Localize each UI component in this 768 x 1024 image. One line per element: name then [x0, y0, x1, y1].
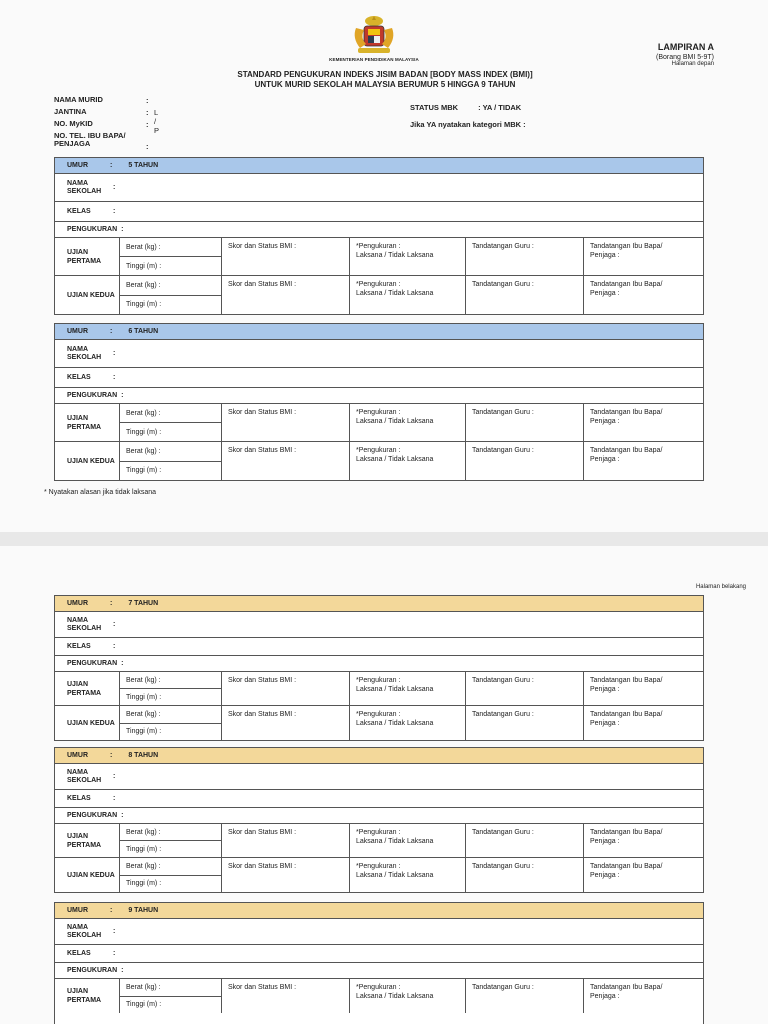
- parent-signature-label-2: Penjaga :: [590, 993, 620, 1000]
- age-header: [55, 324, 703, 340]
- second-test-row: [55, 858, 703, 892]
- first-test-label: UJIAN PERTAMA: [67, 832, 102, 849]
- colon: :: [121, 812, 124, 819]
- age-value: 5 TAHUN: [128, 162, 159, 169]
- page-side-front: Halaman depan: [671, 61, 714, 67]
- height-field[interactable]: Tinggi (m) :: [126, 693, 162, 701]
- class-row[interactable]: [55, 638, 703, 656]
- parent-signature-label-2: Penjaga :: [590, 872, 620, 879]
- parent-signature-field[interactable]: [583, 824, 703, 857]
- weight-field[interactable]: Berat (kg) :: [120, 672, 221, 689]
- class-row[interactable]: [55, 202, 703, 222]
- second-test-label: UJIAN KEDUA: [67, 871, 115, 879]
- height-field[interactable]: Tinggi (m) :: [126, 467, 162, 475]
- bmi-score-field[interactable]: Skor dan Status BMI :: [221, 672, 349, 705]
- measurement-status-field[interactable]: [349, 979, 465, 1013]
- bmi-score-field[interactable]: Skor dan Status BMI :: [221, 706, 349, 740]
- parent-signature-label: Tandatangan Ibu Bapa/: [590, 447, 663, 454]
- ministry-name: KEMENTERIAN PENDIDIKAN MALAYSIA: [329, 57, 419, 62]
- student-name-label: NAMA MURID: [54, 95, 103, 104]
- parent-signature-field[interactable]: [583, 442, 703, 480]
- measurement-status-options: Laksana / Tidak Laksana: [356, 872, 434, 879]
- first-test-row: [55, 672, 703, 706]
- teacher-signature-field[interactable]: Tandatangan Guru :: [465, 979, 583, 1013]
- measurement-status-options: Laksana / Tidak Laksana: [356, 838, 434, 845]
- colon: :: [146, 96, 149, 105]
- school-name-row[interactable]: [55, 764, 703, 790]
- lampiran-title: LAMPIRAN A: [657, 42, 714, 52]
- measurement-status-label: *Pengukuran :: [356, 409, 401, 416]
- colon: :: [121, 967, 124, 974]
- age-block-5: [54, 157, 704, 315]
- form-title-line2: UNTUK MURID SEKOLAH MALAYSIA BERUMUR 5 HINGGA 9 TAHUN: [254, 80, 516, 89]
- height-field[interactable]: Tinggi (m) :: [126, 880, 162, 888]
- colon: :: [113, 374, 116, 381]
- colon: :: [113, 950, 116, 957]
- measurement-row: [55, 656, 703, 672]
- age-value: 6 TAHUN: [128, 328, 159, 335]
- colon: :: [113, 621, 116, 628]
- parent-phone-label: NO. TEL. IBU BAPA/ PENJAGA: [54, 131, 126, 148]
- measurement-status-options: Laksana / Tidak Laksana: [356, 720, 434, 727]
- gender-label: JANTINA: [54, 107, 87, 116]
- measurement-status-field[interactable]: [349, 706, 465, 740]
- age-value: 8 TAHUN: [128, 752, 159, 759]
- form-title-line1: STANDARD PENGUKURAN INDEKS JISIM BADAN [BODY MASS INDEX (BMI)]: [237, 70, 533, 79]
- parent-signature-label-2: Penjaga :: [590, 720, 620, 727]
- colon: :: [113, 643, 116, 650]
- weight-field[interactable]: Berat (kg) :: [120, 858, 221, 876]
- parent-signature-field[interactable]: [583, 706, 703, 740]
- age-label: UMUR: [67, 752, 88, 759]
- first-test-label: UJIAN PERTAMA: [67, 988, 102, 1004]
- colon: :: [121, 392, 124, 399]
- parent-signature-label: Tandatangan Ibu Bapa/: [590, 863, 663, 870]
- parent-signature-label: Tandatangan Ibu Bapa/: [590, 409, 663, 416]
- first-test-row: [55, 238, 703, 276]
- colon: :: [110, 600, 113, 607]
- teacher-signature-field[interactable]: Tandatangan Guru :: [465, 858, 583, 892]
- age-block-6: [54, 323, 704, 481]
- teacher-signature-field[interactable]: Tandatangan Guru :: [465, 706, 583, 740]
- mykid-label: NO. MyKID: [54, 119, 93, 128]
- height-field[interactable]: Tinggi (m) :: [126, 1001, 162, 1009]
- weight-field[interactable]: Berat (kg) :: [120, 824, 221, 841]
- measurement-label: PENGUKURAN: [67, 392, 118, 399]
- height-field[interactable]: Tinggi (m) :: [126, 301, 162, 309]
- colon: :: [121, 226, 124, 233]
- mbk-status-label: STATUS MBK: [410, 103, 459, 112]
- page-separator: [0, 532, 768, 546]
- teacher-signature-field[interactable]: Tandatangan Guru :: [465, 672, 583, 705]
- colon: :: [121, 660, 124, 667]
- class-label: KELAS: [67, 642, 91, 650]
- class-row[interactable]: [55, 945, 703, 963]
- age-header: [55, 158, 703, 174]
- parent-signature-label-2: Penjaga :: [590, 838, 620, 845]
- teacher-signature-field[interactable]: Tandatangan Guru :: [465, 824, 583, 857]
- parent-signature-field[interactable]: [583, 858, 703, 892]
- parent-signature-label-2: Penjaga :: [590, 418, 620, 425]
- colon: :: [110, 752, 113, 759]
- measurement-status-field[interactable]: [349, 442, 465, 480]
- bmi-score-field[interactable]: Skor dan Status BMI :: [221, 824, 349, 857]
- age-label: UMUR: [67, 328, 88, 335]
- parent-signature-label: Tandatangan Ibu Bapa/: [590, 829, 663, 836]
- malaysia-crest-icon: [348, 14, 400, 56]
- school-name-label: NAMA SEKOLAH: [67, 923, 102, 939]
- colon: :: [146, 108, 149, 117]
- measurement-row: [55, 963, 703, 979]
- school-name-label: NAMA SEKOLAH: [67, 345, 102, 361]
- footnote: * Nyatakan alasan jika tidak laksana: [44, 489, 157, 496]
- class-label: KELAS: [67, 794, 91, 802]
- parent-signature-label-2: Penjaga :: [590, 290, 620, 297]
- parent-signature-field[interactable]: [583, 979, 703, 1013]
- measurement-status-options: Laksana / Tidak Laksana: [356, 290, 434, 297]
- parent-signature-label-2: Penjaga :: [590, 456, 620, 463]
- weight-field[interactable]: Berat (kg) :: [120, 442, 221, 462]
- measurement-status-options: Laksana / Tidak Laksana: [356, 456, 434, 463]
- teacher-signature-field[interactable]: Tandatangan Guru :: [465, 442, 583, 480]
- measurement-row: [55, 222, 703, 238]
- colon: :: [113, 928, 116, 935]
- teacher-signature-field[interactable]: Tandatangan Guru :: [465, 276, 583, 314]
- second-test-label: UJIAN KEDUA: [67, 291, 115, 299]
- bmi-score-field[interactable]: Skor dan Status BMI :: [221, 858, 349, 892]
- age-block-8: [54, 747, 704, 893]
- class-label: KELAS: [67, 373, 91, 381]
- teacher-signature-field[interactable]: Tandatangan Guru :: [465, 238, 583, 275]
- first-test-label: UJIAN PERTAMA: [67, 248, 102, 265]
- colon: :: [110, 162, 113, 169]
- age-header: [55, 748, 703, 764]
- measurement-status-field[interactable]: [349, 276, 465, 314]
- weight-field[interactable]: Berat (kg) :: [120, 979, 221, 997]
- weight-field[interactable]: Berat (kg) :: [120, 404, 221, 423]
- parent-signature-label: Tandatangan Ibu Bapa/: [590, 243, 663, 250]
- measurement-status-label: *Pengukuran :: [356, 863, 401, 870]
- parent-signature-label: Tandatangan Ibu Bapa/: [590, 677, 663, 684]
- class-row[interactable]: [55, 790, 703, 808]
- height-field[interactable]: Tinggi (m) :: [126, 845, 162, 853]
- school-name-row[interactable]: [55, 340, 703, 368]
- measurement-label: PENGUKURAN: [67, 226, 118, 233]
- school-name-row[interactable]: [55, 612, 703, 638]
- age-value: 7 TAHUN: [128, 600, 159, 607]
- page-side-back: Halaman belakang: [695, 584, 746, 590]
- height-field[interactable]: Tinggi (m) :: [126, 728, 162, 736]
- colon: :: [110, 328, 113, 335]
- second-test-label: UJIAN KEDUA: [67, 719, 115, 727]
- measurement-label: PENGUKURAN: [67, 967, 118, 974]
- measurement-row: [55, 388, 703, 404]
- colon: :: [113, 773, 116, 780]
- measurement-status-label: *Pengukuran :: [356, 829, 401, 836]
- colon: :: [146, 142, 149, 151]
- class-row[interactable]: [55, 368, 703, 388]
- weight-field[interactable]: Berat (kg) :: [120, 706, 221, 724]
- first-test-row: [55, 979, 703, 1013]
- age-block-7: [54, 595, 704, 741]
- age-value: 9 TAHUN: [128, 907, 159, 914]
- bmi-score-field[interactable]: Skor dan Status BMI :: [221, 979, 349, 1013]
- colon: :: [113, 795, 116, 802]
- colon: :: [113, 184, 116, 191]
- school-name-row[interactable]: [55, 174, 703, 202]
- colon: :: [113, 208, 116, 215]
- lampiran-label: [656, 42, 714, 67]
- parent-signature-field[interactable]: [583, 276, 703, 314]
- measurement-status-options: Laksana / Tidak Laksana: [356, 418, 434, 425]
- second-test-row: [55, 276, 703, 314]
- measurement-status-label: *Pengukuran :: [356, 281, 401, 288]
- school-name-row[interactable]: [55, 919, 703, 945]
- bmi-score-field[interactable]: Skor dan Status BMI :: [221, 404, 349, 441]
- bmi-score-field[interactable]: Skor dan Status BMI :: [221, 276, 349, 314]
- age-label: UMUR: [67, 907, 88, 914]
- mbk-category-label: Jika YA nyatakan kategori MBK :: [410, 120, 526, 129]
- weight-field[interactable]: Berat (kg) :: [120, 238, 221, 257]
- parent-signature-label-2: Penjaga :: [590, 686, 620, 693]
- measurement-row: [55, 808, 703, 824]
- parent-signature-field[interactable]: [583, 672, 703, 705]
- colon: :: [110, 907, 113, 914]
- measurement-label: PENGUKURAN: [67, 812, 118, 819]
- measurement-status-label: *Pengukuran :: [356, 711, 401, 718]
- measurement-status-label: *Pengukuran :: [356, 984, 401, 991]
- measurement-status-label: *Pengukuran :: [356, 447, 401, 454]
- height-field[interactable]: Tinggi (m) :: [126, 428, 162, 436]
- teacher-signature-field[interactable]: Tandatangan Guru :: [465, 404, 583, 441]
- form-title: [160, 70, 610, 90]
- bmi-score-field[interactable]: Skor dan Status BMI :: [221, 442, 349, 480]
- first-test-label: UJIAN PERTAMA: [67, 680, 102, 697]
- parent-signature-label-2: Penjaga :: [590, 252, 620, 259]
- second-test-label: UJIAN KEDUA: [67, 457, 115, 465]
- age-block-9: [54, 902, 704, 1024]
- colon: :: [113, 350, 116, 357]
- parent-signature-field[interactable]: [583, 404, 703, 441]
- parent-signature-label: Tandatangan Ibu Bapa/: [590, 984, 663, 991]
- measurement-label: PENGUKURAN: [67, 660, 118, 667]
- school-name-label: NAMA SEKOLAH: [67, 616, 102, 632]
- measurement-status-field[interactable]: [349, 404, 465, 441]
- mbk-status-options[interactable]: : YA / TIDAK: [478, 103, 522, 112]
- first-test-row: [55, 824, 703, 858]
- school-name-label: NAMA SEKOLAH: [67, 179, 102, 195]
- bmi-score-field[interactable]: Skor dan Status BMI :: [221, 238, 349, 275]
- measurement-status-field[interactable]: [349, 824, 465, 857]
- second-test-row: [55, 442, 703, 480]
- age-label: UMUR: [67, 600, 88, 607]
- measurement-status-options: Laksana / Tidak Laksana: [356, 686, 434, 693]
- gender-options[interactable]: L / P: [154, 108, 161, 135]
- measurement-status-label: *Pengukuran :: [356, 677, 401, 684]
- parent-signature-field[interactable]: [583, 238, 703, 275]
- measurement-status-options: Laksana / Tidak Laksana: [356, 252, 434, 259]
- class-label: KELAS: [67, 949, 91, 957]
- height-field[interactable]: Tinggi (m) :: [126, 262, 162, 270]
- mbk-status: [410, 103, 539, 129]
- second-test-row: [55, 706, 703, 740]
- age-header: [55, 903, 703, 919]
- parent-signature-label: Tandatangan Ibu Bapa/: [590, 281, 663, 288]
- measurement-status-label: *Pengukuran :: [356, 243, 401, 250]
- class-label: KELAS: [67, 207, 91, 215]
- measurement-status-field[interactable]: [349, 672, 465, 705]
- borang-code: (Borang BMI 5-9T): [656, 54, 714, 61]
- weight-field[interactable]: Berat (kg) :: [120, 276, 221, 296]
- age-label: UMUR: [67, 162, 88, 169]
- school-name-label: NAMA SEKOLAH: [67, 768, 102, 784]
- first-test-row: [55, 404, 703, 442]
- measurement-status-field[interactable]: [349, 238, 465, 275]
- first-test-label: UJIAN PERTAMA: [67, 414, 102, 431]
- colon: :: [146, 120, 149, 129]
- parent-signature-label: Tandatangan Ibu Bapa/: [590, 711, 663, 718]
- measurement-status-field[interactable]: [349, 858, 465, 892]
- measurement-status-options: Laksana / Tidak Laksana: [356, 993, 434, 1000]
- age-header: [55, 596, 703, 612]
